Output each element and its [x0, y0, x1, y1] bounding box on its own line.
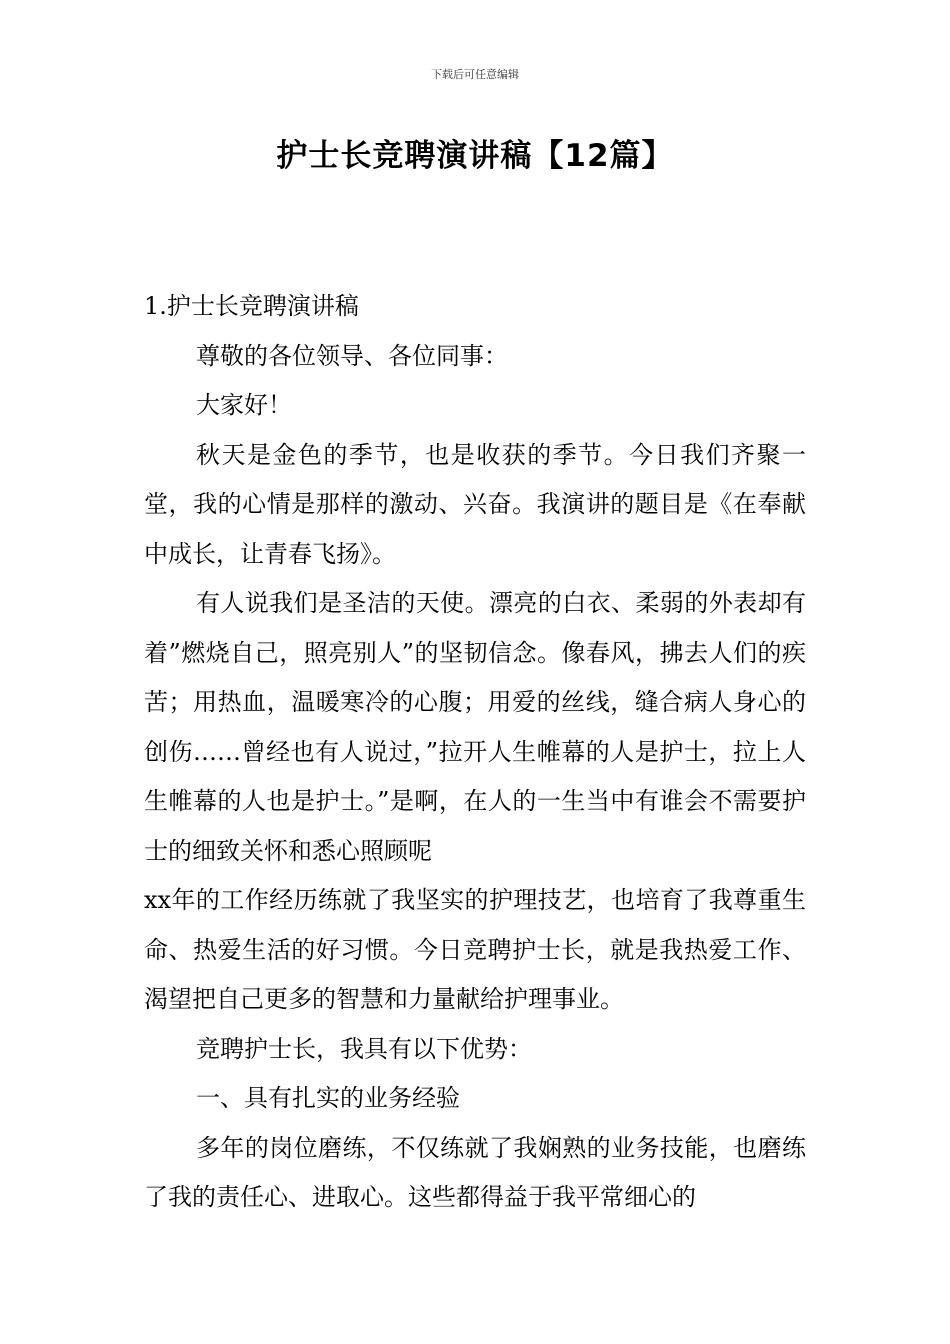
- salutation-paragraph: 尊敬的各位领导、各位同事：: [196, 341, 508, 370]
- body-paragraph: 秋天是金色的季节，也是收获的季节。今日我们齐聚一堂，我的心情是那样的激动、兴奋。我演讲的题目是《在奉献中成长，让青春飞扬》。: [144, 440, 806, 568]
- document-title: 护士长竞聘演讲稿【12篇】: [276, 138, 674, 174]
- body-paragraph: xx年的工作经历练就了我坚实的护理技艺，也培育了我尊重生命、热爱生活的好习惯。今日竞聘护士长，就是我热爱工作、渴望把自己更多的智慧和力量献给护理事业。: [144, 886, 806, 1013]
- document-body: [144, 282, 806, 1223]
- body-paragraph: 有人说我们是圣洁的天使。漂亮的白衣、柔弱的外表却有着”燃烧自己，照亮别人”的坚韧信念。像春风，拂去人们的疾苦；用热血，温暖寒冷的心腹；用爱的丝线，缝合病人身心的创伤……曾经也有人说过，”拉开人生帷幕的人是护士，拉上人生帷幕的人也是护士。”是啊，在人的一生当中有谁会不需要护士的细致关怀和悉心照顾呢: [144, 589, 806, 865]
- section-heading: 1.护士长竞聘演讲稿: [144, 292, 359, 320]
- greeting-paragraph: 大家好！: [196, 391, 292, 419]
- subheading-paragraph: 一、具有扎实的业务经验: [196, 1084, 460, 1112]
- page-header-note: 下载后可任意编辑: [431, 68, 519, 81]
- body-paragraph: 多年的岗位磨练，不仅练就了我娴熟的业务技能，也磨练了我的责任心、进取心。这些都得益于我平常细心的: [144, 1133, 806, 1211]
- body-paragraph: 竞聘护士长，我具有以下优势：: [196, 1034, 532, 1063]
